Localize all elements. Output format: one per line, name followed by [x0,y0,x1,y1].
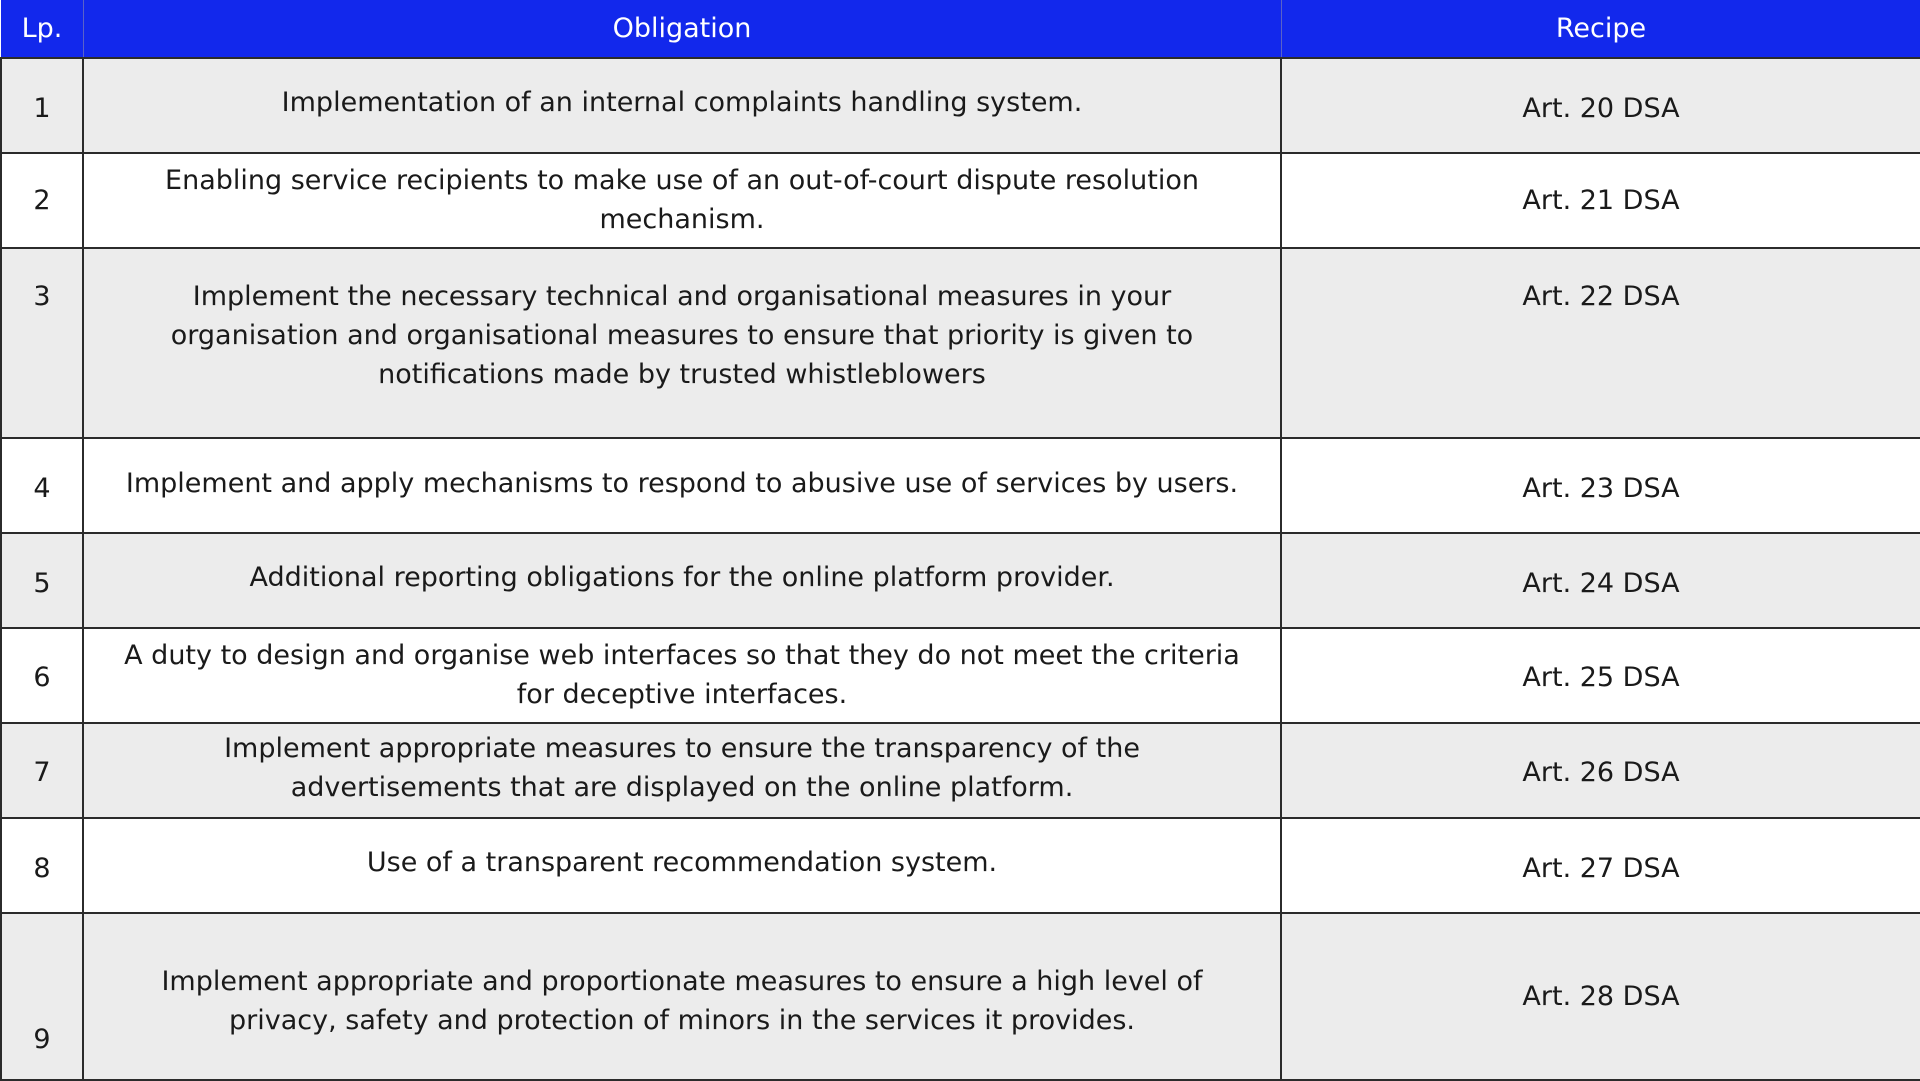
table-body [1,58,1920,1080]
table-row [1,438,1920,533]
obligation-text: Enabling service recipients to make use of an out-of-court dispute resolution mechanism. [83,153,1281,248]
table-row [1,628,1920,723]
table-row [1,818,1920,913]
table-row [1,58,1920,153]
recipe-reference: Art. 26 DSA [1281,723,1920,818]
table-row [1,913,1920,1080]
column-header-obligation: Obligation [83,0,1281,58]
table-row [1,248,1920,438]
obligation-text: Implement and apply mechanisms to respond to abusive use of services by users. [83,438,1281,533]
table-header [1,0,1920,58]
row-number: 8 [1,818,83,913]
row-number: 2 [1,153,83,248]
recipe-reference: Art. 24 DSA [1281,533,1920,628]
obligation-text: A duty to design and organise web interfaces so that they do not meet the criteria for deceptive interfaces. [83,628,1281,723]
recipe-reference: Art. 27 DSA [1281,818,1920,913]
obligation-text: Implement appropriate and proportionate measures to ensure a high level of privacy, safety and protection of minors in the services it provides. [83,913,1281,1080]
column-header-lp: Lp. [1,0,83,58]
recipe-reference: Art. 20 DSA [1281,58,1920,153]
recipe-reference: Art. 28 DSA [1281,913,1920,1080]
column-header-recipe: Recipe [1281,0,1920,58]
recipe-reference: Art. 23 DSA [1281,438,1920,533]
row-number: 7 [1,723,83,818]
obligation-text: Implement the necessary technical and organisational measures in your organisation and organisational measures to ensure that priority is given to notifications made by trusted whistleblowers [83,248,1281,438]
obligation-text: Implementation of an internal complaints handling system. [83,58,1281,153]
recipe-reference: Art. 22 DSA [1281,248,1920,438]
obligation-text: Implement appropriate measures to ensure the transparency of the advertisements that are displayed on the online platform. [83,723,1281,818]
table-row [1,153,1920,248]
obligation-text: Use of a transparent recommendation system. [83,818,1281,913]
table-row [1,723,1920,818]
row-number: 4 [1,438,83,533]
row-number: 9 [1,913,83,1080]
recipe-reference: Art. 25 DSA [1281,628,1920,723]
table-row [1,533,1920,628]
recipe-reference: Art. 21 DSA [1281,153,1920,248]
row-number: 1 [1,58,83,153]
obligation-text: Additional reporting obligations for the online platform provider. [83,533,1281,628]
row-number: 6 [1,628,83,723]
row-number: 5 [1,533,83,628]
header-row [1,0,1920,58]
row-number: 3 [1,248,83,438]
